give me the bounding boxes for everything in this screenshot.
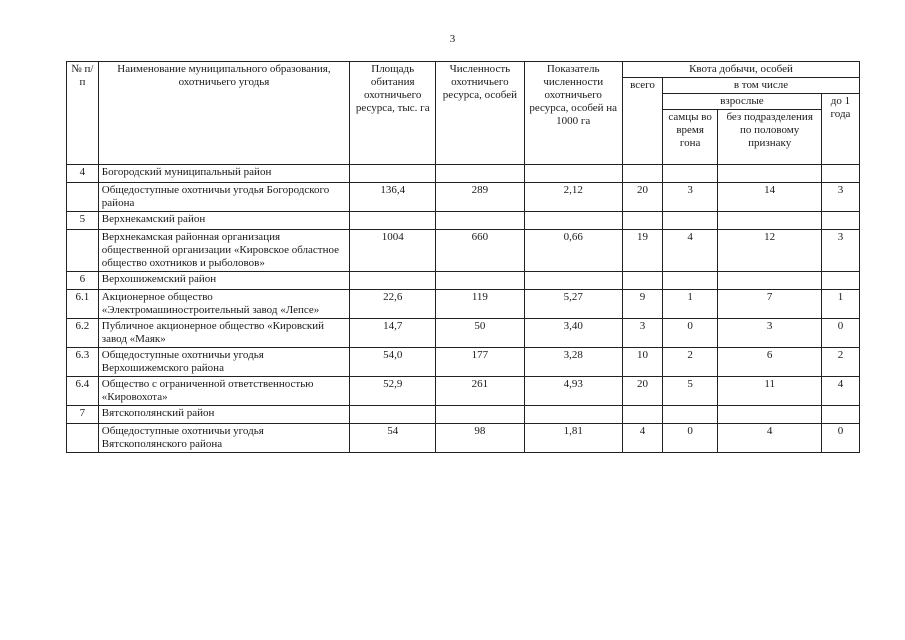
cell-nosex — [718, 406, 822, 424]
cell-num — [67, 183, 99, 212]
cell-section-name: Вятскополянский район — [98, 406, 349, 424]
cell-young: 0 — [821, 424, 859, 453]
cell-num: 7 — [67, 406, 99, 424]
cell-males: 1 — [662, 290, 717, 319]
cell-area — [350, 165, 436, 183]
cell-num: 4 — [67, 165, 99, 183]
cell-index: 1,81 — [524, 424, 622, 453]
cell-section-name: Верхнекамский район — [98, 212, 349, 230]
cell-count: 289 — [436, 183, 524, 212]
cell-name: Публичное акционерное общество «Кировский завод «Маяк» — [98, 319, 349, 348]
cell-nosex — [718, 165, 822, 183]
cell-nosex — [718, 272, 822, 290]
cell-nosex — [718, 212, 822, 230]
cell-nosex: 4 — [718, 424, 822, 453]
cell-section-name: Богородский муниципальный район — [98, 165, 349, 183]
header-including: в том числе — [662, 78, 859, 94]
cell-count — [436, 212, 524, 230]
cell-num: 6 — [67, 272, 99, 290]
cell-area: 1004 — [350, 230, 436, 272]
table-row — [67, 377, 860, 406]
header-num: № п/п — [67, 62, 99, 165]
cell-section-name: Верхошижемский район — [98, 272, 349, 290]
cell-males — [662, 165, 717, 183]
cell-name: Акционерное общество «Электромашиностроительный завод «Лепсе» — [98, 290, 349, 319]
header-area: Площадь обитания охотничьего ресурса, тыс. га — [350, 62, 436, 165]
cell-area: 14,7 — [350, 319, 436, 348]
cell-nosex: 14 — [718, 183, 822, 212]
cell-total: 20 — [622, 183, 662, 212]
cell-count: 98 — [436, 424, 524, 453]
hunting-quota-table — [66, 61, 860, 453]
cell-males: 0 — [662, 319, 717, 348]
header-name: Наименование муниципального образования, охотничьего угодья — [98, 62, 349, 165]
header-males-rut: самцы во время гона — [662, 110, 717, 165]
cell-area: 52,9 — [350, 377, 436, 406]
cell-index — [524, 272, 622, 290]
cell-males: 4 — [662, 230, 717, 272]
cell-nosex: 11 — [718, 377, 822, 406]
cell-total: 19 — [622, 230, 662, 272]
section-row — [67, 212, 860, 230]
table-row — [67, 424, 860, 453]
cell-young: 3 — [821, 230, 859, 272]
cell-index: 5,27 — [524, 290, 622, 319]
cell-count — [436, 406, 524, 424]
cell-area — [350, 272, 436, 290]
cell-index: 3,28 — [524, 348, 622, 377]
cell-young: 1 — [821, 290, 859, 319]
table-body — [67, 165, 860, 453]
header-count: Численность охотничьего ресурса, особей — [436, 62, 524, 165]
page-number: 3 — [449, 33, 456, 45]
cell-area: 136,4 — [350, 183, 436, 212]
header-under-1-year: до 1 года — [821, 94, 859, 165]
header-no-sex: без подразделения по половому признаку — [718, 110, 822, 165]
cell-nosex: 3 — [718, 319, 822, 348]
cell-count — [436, 272, 524, 290]
section-row — [67, 272, 860, 290]
cell-total — [622, 165, 662, 183]
cell-nosex: 7 — [718, 290, 822, 319]
cell-num: 5 — [67, 212, 99, 230]
cell-num — [67, 424, 99, 453]
cell-index: 0,66 — [524, 230, 622, 272]
cell-name: Общество с ограниченной ответственностью «Кировохота» — [98, 377, 349, 406]
table-row — [67, 230, 860, 272]
cell-count: 660 — [436, 230, 524, 272]
cell-index — [524, 406, 622, 424]
cell-nosex: 6 — [718, 348, 822, 377]
cell-young — [821, 406, 859, 424]
section-row — [67, 165, 860, 183]
cell-males: 5 — [662, 377, 717, 406]
cell-num — [67, 230, 99, 272]
cell-males — [662, 406, 717, 424]
cell-area: 54,0 — [350, 348, 436, 377]
cell-young: 4 — [821, 377, 859, 406]
cell-total: 4 — [622, 424, 662, 453]
cell-index: 4,93 — [524, 377, 622, 406]
cell-total: 20 — [622, 377, 662, 406]
cell-total: 3 — [622, 319, 662, 348]
cell-nosex: 12 — [718, 230, 822, 272]
cell-males — [662, 212, 717, 230]
table-row — [67, 290, 860, 319]
cell-count: 177 — [436, 348, 524, 377]
cell-young — [821, 212, 859, 230]
cell-area: 54 — [350, 424, 436, 453]
cell-num: 6.2 — [67, 319, 99, 348]
table-row — [67, 348, 860, 377]
cell-young — [821, 272, 859, 290]
cell-total: 10 — [622, 348, 662, 377]
cell-area — [350, 212, 436, 230]
cell-young: 2 — [821, 348, 859, 377]
cell-young: 3 — [821, 183, 859, 212]
cell-index: 3,40 — [524, 319, 622, 348]
table-row — [67, 183, 860, 212]
cell-males: 2 — [662, 348, 717, 377]
header-index: Показатель численности охотничьего ресурса, особей на 1000 га — [524, 62, 622, 165]
cell-num: 6.3 — [67, 348, 99, 377]
cell-area — [350, 406, 436, 424]
header-quota: Квота добычи, особей — [622, 62, 859, 78]
cell-name: Верхнекамская районная организация общественной организации «Кировское областное общество охотников и рыболовов» — [98, 230, 349, 272]
cell-males: 0 — [662, 424, 717, 453]
section-row — [67, 406, 860, 424]
cell-name: Общедоступные охотничьи угодья Верхошижемского района — [98, 348, 349, 377]
cell-index — [524, 165, 622, 183]
cell-name: Общедоступные охотничьи угодья Вятскополянского района — [98, 424, 349, 453]
cell-index: 2,12 — [524, 183, 622, 212]
table-row — [67, 319, 860, 348]
cell-total: 9 — [622, 290, 662, 319]
cell-area: 22,6 — [350, 290, 436, 319]
cell-count — [436, 165, 524, 183]
cell-num: 6.4 — [67, 377, 99, 406]
cell-count: 261 — [436, 377, 524, 406]
cell-total — [622, 212, 662, 230]
cell-count: 50 — [436, 319, 524, 348]
header-total: всего — [622, 78, 662, 165]
cell-total — [622, 406, 662, 424]
cell-total — [622, 272, 662, 290]
header-adults: взрослые — [662, 94, 821, 110]
cell-index — [524, 212, 622, 230]
cell-num: 6.1 — [67, 290, 99, 319]
cell-young — [821, 165, 859, 183]
table-header — [67, 62, 860, 165]
cell-name: Общедоступные охотничьи угодья Богородского района — [98, 183, 349, 212]
cell-males — [662, 272, 717, 290]
cell-young: 0 — [821, 319, 859, 348]
cell-males: 3 — [662, 183, 717, 212]
cell-count: 119 — [436, 290, 524, 319]
